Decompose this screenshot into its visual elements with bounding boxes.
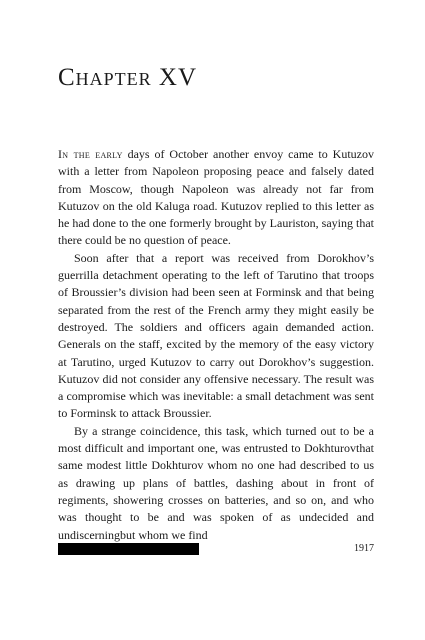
chapter-title: Chapter XV	[58, 64, 198, 91]
chapter-body	[58, 146, 374, 544]
page-number: 1917	[354, 543, 374, 554]
paragraph-1-text: days of October another envoy came to Kutuzov with a letter from Napoleon proposing peace and falsely dated from Moscow, though Napoleon was already not far from Kutuzov on the old Kaluga road. Kutuzov replied to this letter as he had done to the one formerly brought by Lauriston, saying that there could be no question of peace.	[58, 147, 375, 248]
paragraph-1	[58, 146, 374, 250]
footer-bar	[58, 543, 199, 555]
paragraph-3: By a strange coincidence, this task, which turned out to be a most difficult and important one, was entrusted to Dokhturovthat same modest little Dokhturov whom no one had described to us as drawing up plans of battles, dashing about in front of regiments, showering crosses on batteries, and so on, and who was thought to be and was spoken of as undecided and undiscerningbut whom we find	[58, 423, 374, 542]
paragraph-lead-in: In the early	[58, 147, 123, 161]
paragraph-2: Soon after that a report was received from Dorokhov’s guerrilla detachment operating to the left of Tarutino that troops of Broussier’s division had been seen at Forminsk and that being separated from the rest of the French army they might easily be destroyed. The soldiers and officers again demanded action. Generals on the staff, excited by the memory of the easy victory at Tarutino, urged Kutuzov to carry out Dorokhov’s suggestion. Kutuzov did not consider any offensive necessary. The result was a compromise which was inevitable: a small detachment was sent to Forminsk to attack Broussier.	[58, 250, 374, 421]
